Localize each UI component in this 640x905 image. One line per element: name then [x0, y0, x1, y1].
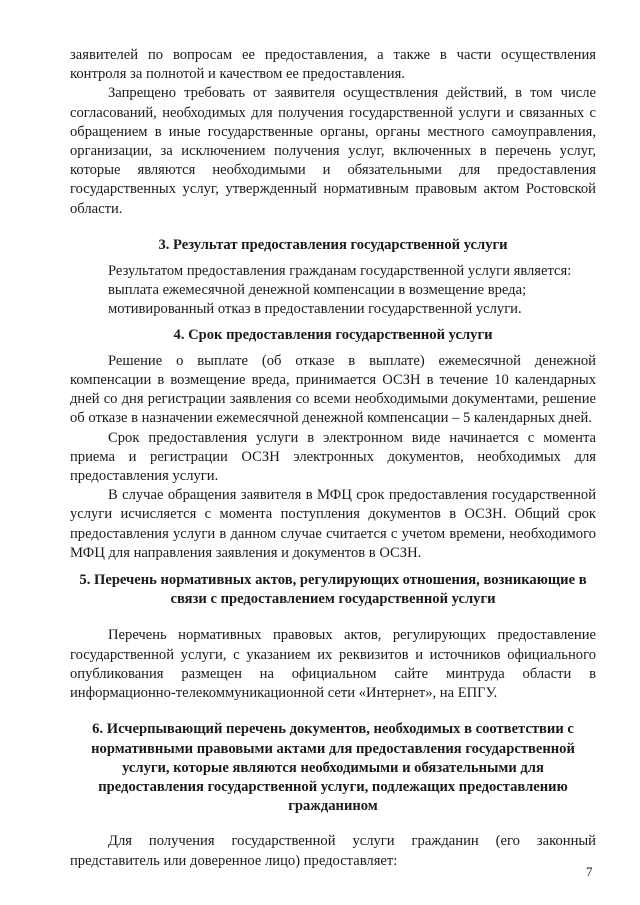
- paragraph-intro-continuation: заявителей по вопросам ее предоставления, а также в части осуществления контроля за полнотой и качеством ее предоставления.: [70, 47, 596, 83]
- section-5-heading: 5. Перечень нормативных актов, регулирующих отношения, возникающие в связи с предоставлением государственной услуги: [79, 572, 587, 608]
- page-number: 7: [586, 864, 593, 879]
- document-page: [70, 46, 596, 871]
- section-4-paragraph-electronic: Срок предоставления услуги в электронном виде начинается с момента приема и регистрации ОСЗН электронных документов, необходимых для предоставления услуги.: [70, 429, 596, 485]
- result-line-payment: выплата ежемесячной денежной компенсации в возмещение вреда;: [108, 282, 527, 299]
- result-line-refusal: мотивированный отказ в предоставлении государственной услуги.: [108, 301, 522, 318]
- result-line-intro: Результатом предоставления гражданам государственной услуги является:: [108, 263, 572, 280]
- section-3-result-list: [108, 262, 596, 320]
- section-4-paragraph-mfc: В случае обращения заявителя в МФЦ срок предоставления государственной услуги исчисляется с момента поступления документов в ОСЗН. Общий срок предоставления услуги в данном случае считается с учетом времени, необходимого МФЦ для направления заявления и документов в ОСЗН.: [70, 487, 596, 561]
- section-3-heading: 3. Результат предоставления государственной услуги: [158, 236, 508, 253]
- section-4-paragraph-decision: Решение о выплате (об отказе в выплате) ежемесячной денежной компенсации в возмещение вреда, принимается ОСЗН в течение 10 календарных дней со дня регистрации заявления со всеми необходимыми документами, решение об отказе в назначении ежемесячной денежной компенсации – 5 календарных дней.: [70, 352, 596, 427]
- section-6-paragraph-documents: Для получения государственной услуги гражданин (его законный представитель или доверенное лицо) предоставляет:: [70, 833, 596, 869]
- paragraph-prohibited-requirements: Запрещено требовать от заявителя осуществления действий, в том числе согласований, необходимых для получения государственной услуги и связанных с обращением в иные государственные органы, органы местного самоуправления, организации, за исключением получения услуг, включенных в перечень услуг, которые являются необходимыми и обязательными для предоставления государственных услуг, утвержденный нормативным правовым актом Ростовской области.: [70, 85, 596, 217]
- section-5-paragraph-legal-acts: Перечень нормативных правовых актов, регулирующих предоставление государственной услуги, с указанием их реквизитов и источников официального опубликования размещен на официальном сайте минтруда области в информационно-телекоммуникационной сети «Интернет», на ЕПГУ.: [70, 627, 596, 702]
- section-6-heading: 6. Исчерпывающий перечень документов, необходимых в соответствии с нормативными правовыми актами для предоставления государственной услуги, которые являются необходимыми и обязательными для предоставления государственной услуги, подлежащих предоставлению гражданином: [91, 721, 575, 815]
- section-4-heading: 4. Срок предоставления государственной услуги: [173, 326, 493, 343]
